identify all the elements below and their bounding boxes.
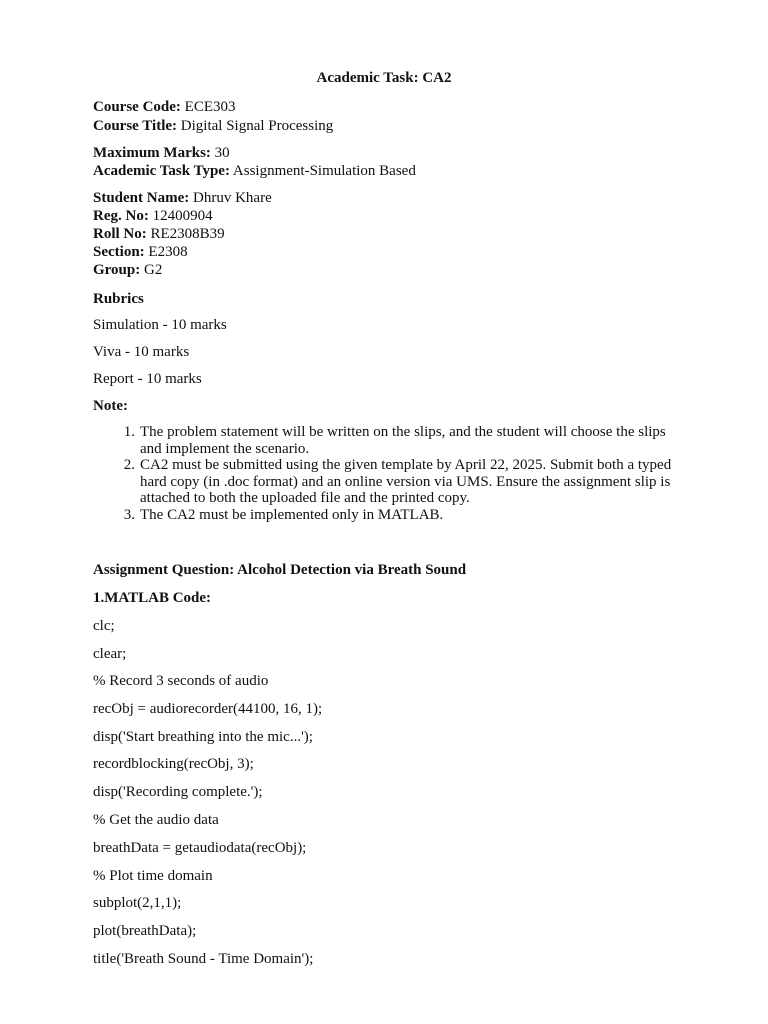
note-item bbox=[115, 507, 675, 524]
code-line: % Record 3 seconds of audio bbox=[93, 673, 269, 689]
course-title-value: Digital Signal Processing bbox=[180, 118, 334, 134]
group-value: G2 bbox=[143, 262, 163, 278]
reg-no-value: 12400904 bbox=[152, 208, 213, 224]
course-code-label: Course Code: bbox=[93, 99, 181, 115]
max-marks-label: Maximum Marks: bbox=[93, 145, 211, 161]
roll-no-value: RE2308B39 bbox=[150, 226, 225, 242]
course-code-value: ECE303 bbox=[184, 99, 236, 115]
reg-no-label: Reg. No: bbox=[93, 208, 149, 224]
note-text: The problem statement will be written on the slips, and the student will choose the slips and implement the scenario. bbox=[140, 424, 666, 457]
roll-no-line bbox=[93, 225, 225, 243]
rubric-item: Simulation - 10 marks bbox=[93, 317, 227, 333]
code-line: clear; bbox=[93, 646, 127, 662]
roll-no-label: Roll No: bbox=[93, 226, 147, 242]
note-item bbox=[115, 457, 675, 507]
code-line: plot(breathData); bbox=[93, 923, 197, 939]
section-line bbox=[93, 243, 188, 261]
note-list bbox=[115, 424, 675, 523]
section-value: E2308 bbox=[148, 244, 188, 260]
group-label: Group: bbox=[93, 262, 141, 278]
rubric-item: Report - 10 marks bbox=[93, 371, 202, 387]
student-name-line bbox=[93, 189, 272, 207]
student-name-value: Dhruv Khare bbox=[193, 190, 272, 206]
course-title-line bbox=[93, 117, 333, 135]
code-line: clc; bbox=[93, 618, 115, 634]
task-type-value: Assignment-Simulation Based bbox=[232, 163, 416, 179]
note-text: CA2 must be submitted using the given template by April 22, 2025. Submit both a typed hard copy (in .doc format) and an online version via UMS. Ensure the assignment slip is attached to both the uploaded file and the printed copy. bbox=[140, 457, 672, 506]
code-line: subplot(2,1,1); bbox=[93, 895, 182, 911]
code-line: recObj = audiorecorder(44100, 16, 1); bbox=[93, 701, 323, 717]
note-item bbox=[115, 424, 675, 457]
task-type-line bbox=[93, 162, 416, 180]
note-number: 3. bbox=[123, 506, 135, 523]
note-heading: Note: bbox=[93, 398, 128, 414]
rubrics-heading: Rubrics bbox=[93, 291, 144, 307]
max-marks-line bbox=[93, 144, 230, 162]
code-line: breathData = getaudiodata(recObj); bbox=[93, 840, 307, 856]
note-number: 2. bbox=[123, 457, 135, 473]
group-line bbox=[93, 261, 162, 279]
rubric-item: Viva - 10 marks bbox=[93, 344, 190, 360]
assignment-question: Assignment Question: Alcohol Detection via Breath Sound bbox=[93, 562, 467, 578]
reg-no-line bbox=[93, 207, 213, 225]
document-title: Academic Task: CA2 bbox=[316, 70, 452, 86]
code-line: % Plot time domain bbox=[93, 868, 213, 884]
code-heading: 1.MATLAB Code: bbox=[93, 590, 212, 606]
code-line: disp('Start breathing into the mic...'); bbox=[93, 729, 313, 745]
course-title-label: Course Title: bbox=[93, 118, 178, 134]
code-line: recordblocking(recObj, 3); bbox=[93, 756, 254, 772]
note-number: 1. bbox=[123, 424, 135, 440]
student-name-label: Student Name: bbox=[93, 190, 190, 206]
section-label: Section: bbox=[93, 244, 145, 260]
code-line: disp('Recording complete.'); bbox=[93, 784, 263, 800]
task-type-label: Academic Task Type: bbox=[93, 163, 230, 179]
code-line: title('Breath Sound - Time Domain'); bbox=[93, 951, 314, 967]
course-code-line bbox=[93, 98, 236, 116]
max-marks-value: 30 bbox=[214, 145, 230, 161]
note-text: The CA2 must be implemented only in MATLAB. bbox=[140, 506, 444, 523]
code-line: % Get the audio data bbox=[93, 812, 219, 828]
